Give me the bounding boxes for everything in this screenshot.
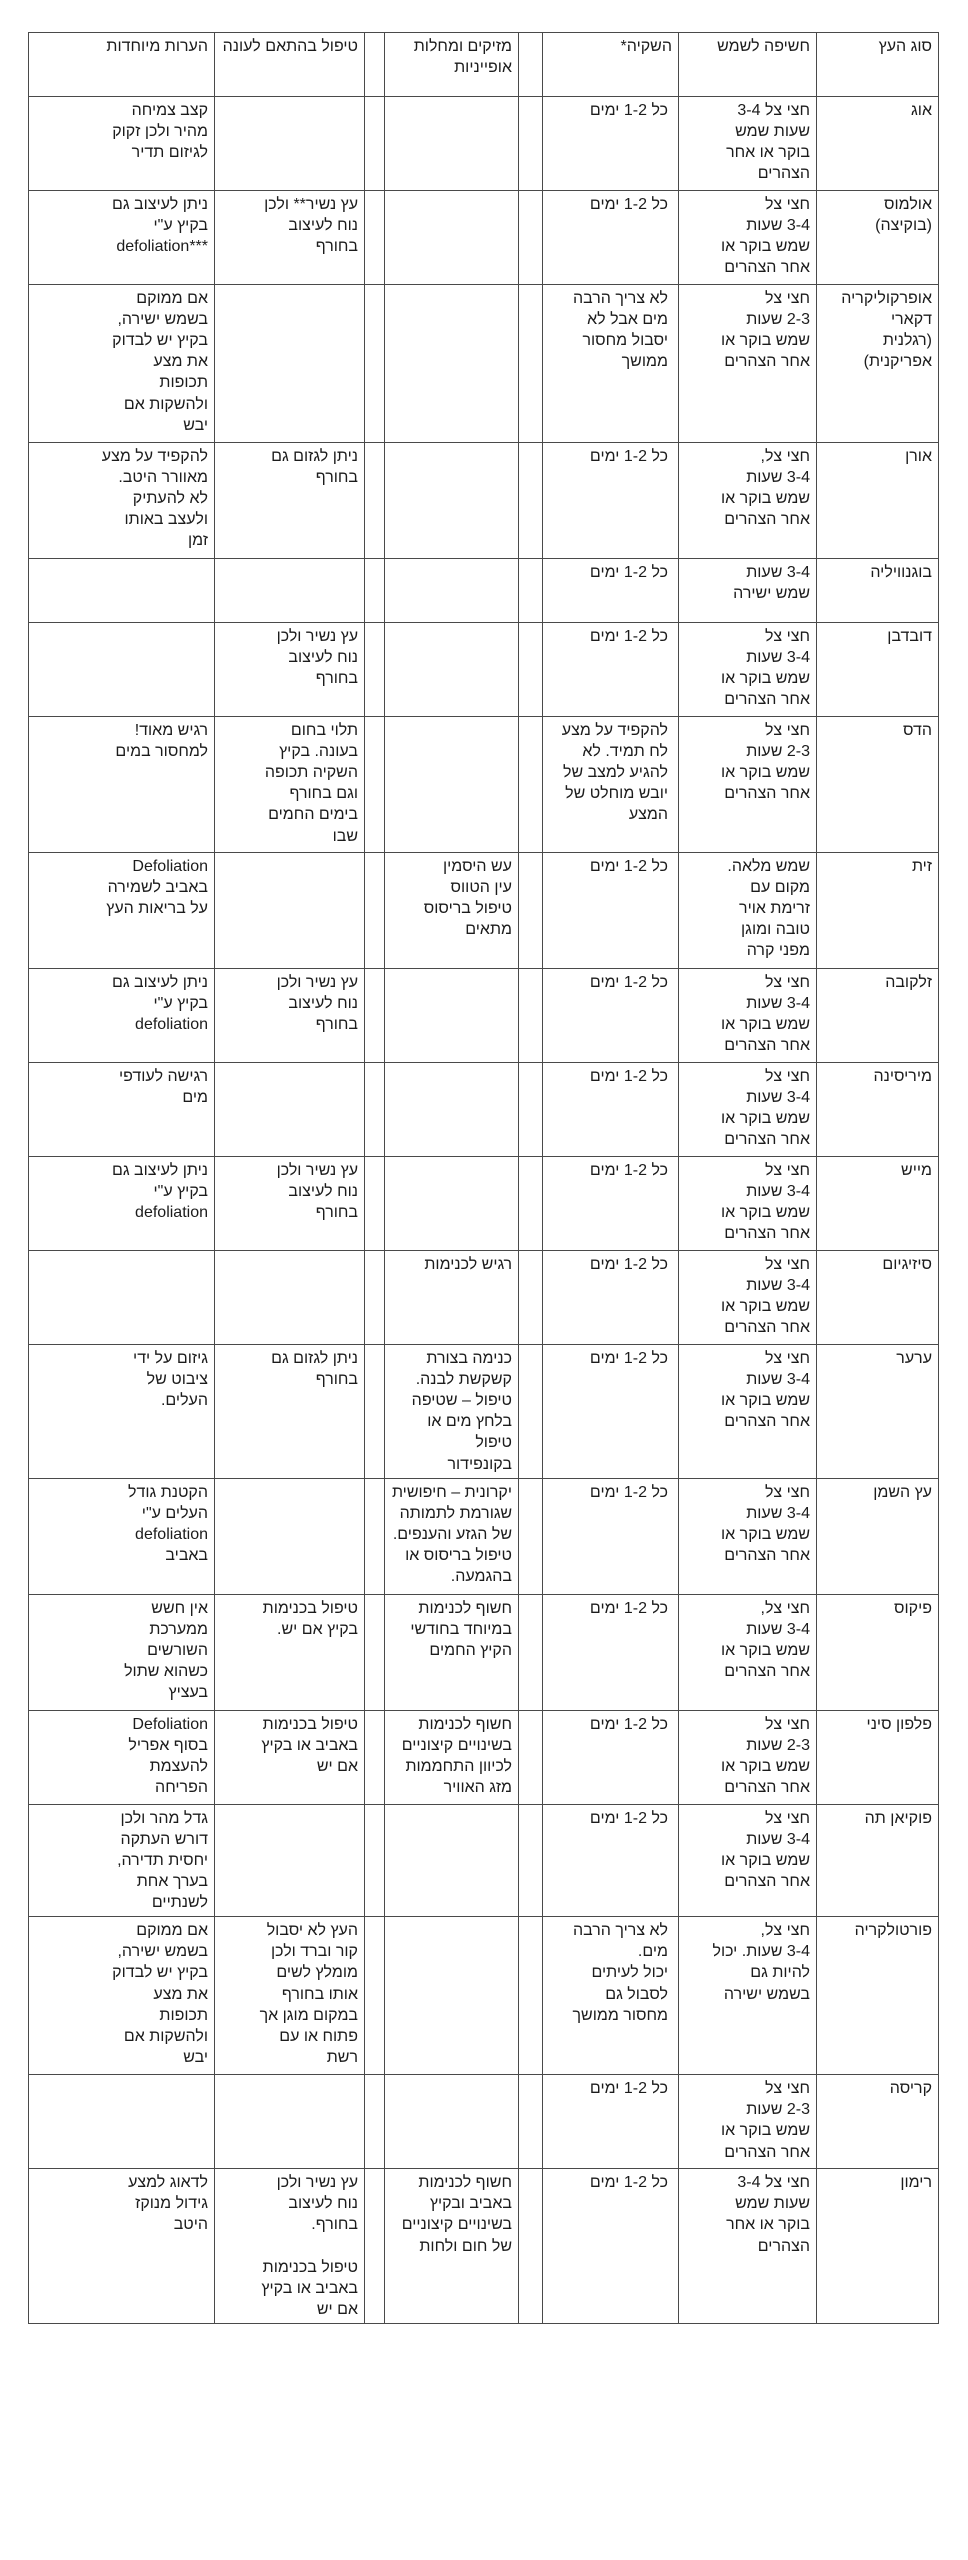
watering-cell: כל 1-2 ימים <box>543 1345 679 1479</box>
notes-cell: רגישה לעודפי מים <box>29 1063 215 1157</box>
seasonal-care-cell <box>215 1804 365 1917</box>
spacer-cell <box>365 1710 385 1804</box>
spacer-cell <box>365 559 385 623</box>
table-row <box>29 1917 939 2075</box>
table-row <box>29 1478 939 1594</box>
spacer-cell <box>365 2075 385 2169</box>
spacer-cell <box>365 969 385 1063</box>
bonsai-care-table <box>28 32 939 2324</box>
seasonal-care-cell: עץ נשיר** ולכן נוח לעיצוב בחורף <box>215 191 365 285</box>
pests-cell <box>385 285 519 443</box>
watering-cell: כל 1-2 ימים <box>543 2169 679 2324</box>
pests-cell: כנימה בצורת קשקשת לבנה. טיפול – שטיפה בלחץ מים או טיפול בקונפידור <box>385 1345 519 1479</box>
notes-cell: לדאוג למצע גידול מנוקז היטב <box>29 2169 215 2324</box>
header-seasonal-care: טיפול בהתאם לעונה <box>215 33 365 97</box>
notes-cell: אם ממוקם בשמש ישירה, בקיץ יש לבדוק את מצע תכופות ולהשקות אם יבש <box>29 285 215 443</box>
spacer-cell <box>365 1478 385 1594</box>
pests-cell <box>385 1804 519 1917</box>
tree-name-cell: פוקיאן תה <box>817 1804 939 1917</box>
sun-exposure-cell: חצי צל, 3-4 שעות שמש בוקר או אחר הצהרים <box>679 443 817 559</box>
notes-cell <box>29 559 215 623</box>
spacer-cell <box>365 1063 385 1157</box>
table-row <box>29 1063 939 1157</box>
tree-name-cell: ערער <box>817 1345 939 1479</box>
spacer-cell <box>365 2169 385 2324</box>
tree-name-cell: בוגנוויליה <box>817 559 939 623</box>
spacer-cell <box>365 285 385 443</box>
watering-cell: כל 1-2 ימים <box>543 97 679 191</box>
spacer-cell <box>365 1157 385 1251</box>
seasonal-care-cell: תלוי בחום בעונה. בקיץ השקיה תכופה וגם בחורף בימים החמים שבו <box>215 717 365 853</box>
table-header-row <box>29 33 939 97</box>
table-row <box>29 285 939 443</box>
table-row <box>29 2169 939 2324</box>
watering-cell: כל 1-2 ימים <box>543 1478 679 1594</box>
watering-cell: כל 1-2 ימים <box>543 1804 679 1917</box>
watering-cell: לא צריך הרבה מים אבל לא יסבול מחסור ממושך <box>543 285 679 443</box>
spacer-cell <box>519 853 543 969</box>
sun-exposure-cell: חצי צל 3-4 שעות שמש בוקר או אחר הצהרים <box>679 97 817 191</box>
sun-exposure-cell: חצי צל, 3-4 שעות שמש בוקר או אחר הצהרים <box>679 1594 817 1710</box>
seasonal-care-cell <box>215 285 365 443</box>
table-row <box>29 1804 939 1917</box>
seasonal-care-cell: עץ נשיר ולכן נוח לעיצוב בחורף <box>215 969 365 1063</box>
seasonal-care-cell: עץ נשיר ולכן נוח לעיצוב בחורף. טיפול בכנימות באביב או בקיץ אם יש <box>215 2169 365 2324</box>
pests-cell: חשוף לכנימות בשינויים קיצוניים לכיוון התחממות מזג האוויר <box>385 1710 519 1804</box>
tree-name-cell: אולמוס (בוקיצה) <box>817 191 939 285</box>
seasonal-care-cell: העץ לא יסבול קור וברד ולכן מומלץ לשים אותו בחורף במקום מוגן אך פתוח או עם רשת <box>215 1917 365 2075</box>
sun-exposure-cell: חצי צל 3-4 שעות שמש בוקר או אחר הצהרים <box>679 1478 817 1594</box>
watering-cell: לא צריך הרבה מים. יכול לעיתים לסבול גם מחסור ממושך <box>543 1917 679 2075</box>
tree-name-cell: דובדבן <box>817 623 939 717</box>
pests-cell <box>385 443 519 559</box>
seasonal-care-cell: ניתן לגזום גם בחורף <box>215 443 365 559</box>
tree-name-cell: זית <box>817 853 939 969</box>
pests-cell <box>385 969 519 1063</box>
notes-cell: רגיש מאוד! למחסור במים <box>29 717 215 853</box>
table-row <box>29 1594 939 1710</box>
tree-name-cell: אורן <box>817 443 939 559</box>
seasonal-care-cell: ניתן לגזום גם בחורף <box>215 1345 365 1479</box>
pests-cell <box>385 97 519 191</box>
notes-cell: ניתן לעיצוב גם בקיץ ע"י ***defoliation <box>29 191 215 285</box>
spacer-cell <box>519 1251 543 1345</box>
spacer-cell <box>519 1594 543 1710</box>
table-row <box>29 1157 939 1251</box>
tree-name-cell: מיריסינה <box>817 1063 939 1157</box>
sun-exposure-cell: חצי צל 2-3 שעות שמש בוקר או אחר הצהרים <box>679 285 817 443</box>
spacer-cell <box>365 191 385 285</box>
notes-cell: Defoliation בסוף אפריל להעצמת הפריחה <box>29 1710 215 1804</box>
spacer-cell <box>365 1345 385 1479</box>
pests-cell: חשוף לכנימות באביב ובקיץ בשינויים קיצוניים של חום ולחות <box>385 2169 519 2324</box>
notes-cell: ניתן לעיצוב גם בקיץ ע"י defoliation <box>29 969 215 1063</box>
sun-exposure-cell: חצי צל 2-3 שעות שמש בוקר או אחר הצהרים <box>679 717 817 853</box>
spacer-cell <box>519 559 543 623</box>
watering-cell: כל 1-2 ימים <box>543 1251 679 1345</box>
header-watering: השקיה* <box>543 33 679 97</box>
spacer-cell <box>365 853 385 969</box>
spacer-cell <box>365 443 385 559</box>
spacer-cell <box>519 443 543 559</box>
header-spacer <box>519 33 543 97</box>
pests-cell <box>385 717 519 853</box>
header-pests-diseases: מזיקים ומחלות אופייניות <box>385 33 519 97</box>
pests-cell <box>385 191 519 285</box>
spacer-cell <box>365 1251 385 1345</box>
seasonal-care-cell <box>215 1063 365 1157</box>
table-row <box>29 1710 939 1804</box>
pests-cell: עש היסמין עין הטווס טיפול בריסוס מתאים <box>385 853 519 969</box>
pests-cell: רגיש לכנימות <box>385 1251 519 1345</box>
notes-cell: אם ממוקם בשמש ישירה, בקיץ יש לבדוק את מצע תכופות ולהשקות אם יבש <box>29 1917 215 2075</box>
pests-cell <box>385 1063 519 1157</box>
spacer-cell <box>519 717 543 853</box>
spacer-cell <box>519 285 543 443</box>
spacer-cell <box>365 623 385 717</box>
watering-cell: כל 1-2 ימים <box>543 1063 679 1157</box>
seasonal-care-cell <box>215 2075 365 2169</box>
header-sun-exposure: חשיפה לשמש <box>679 33 817 97</box>
tree-name-cell: רימון <box>817 2169 939 2324</box>
tree-name-cell: פלפון סיני <box>817 1710 939 1804</box>
notes-cell: אין חשש ממערכת השורשים כשהוא שתול בעציץ <box>29 1594 215 1710</box>
table-row <box>29 559 939 623</box>
table-row <box>29 2075 939 2169</box>
seasonal-care-cell <box>215 97 365 191</box>
spacer-cell <box>365 1804 385 1917</box>
sun-exposure-cell: חצי צל 3-4 שעות שמש בוקר או אחר הצהרים <box>679 1345 817 1479</box>
seasonal-care-cell <box>215 853 365 969</box>
tree-name-cell: סיזיגיום <box>817 1251 939 1345</box>
tree-name-cell: עץ השמן <box>817 1478 939 1594</box>
spacer-cell <box>519 2169 543 2324</box>
pests-cell <box>385 1157 519 1251</box>
table-row <box>29 717 939 853</box>
watering-cell: כל 1-2 ימים <box>543 1157 679 1251</box>
spacer-cell <box>519 2075 543 2169</box>
pests-cell <box>385 623 519 717</box>
watering-cell: כל 1-2 ימים <box>543 2075 679 2169</box>
spacer-cell <box>519 969 543 1063</box>
watering-cell: כל 1-2 ימים <box>543 1710 679 1804</box>
sun-exposure-cell: חצי צל 3-4 שעות שמש בוקר או אחר הצהרים <box>679 1251 817 1345</box>
table-row <box>29 853 939 969</box>
notes-cell <box>29 1251 215 1345</box>
spacer-cell <box>519 1063 543 1157</box>
tree-name-cell: זלקובה <box>817 969 939 1063</box>
sun-exposure-cell: חצי צל 2-3 שעות שמש בוקר או אחר הצהרים <box>679 2075 817 2169</box>
sun-exposure-cell: חצי צל, 3-4 שעות. יכול להיות גם בשמש ישירה <box>679 1917 817 2075</box>
header-spacer <box>365 33 385 97</box>
notes-cell <box>29 2075 215 2169</box>
header-tree-type: סוג העץ <box>817 33 939 97</box>
spacer-cell <box>365 1917 385 2075</box>
sun-exposure-cell: חצי צל 3-4 שעות שמש בוקר או אחר הצהרים <box>679 2169 817 2324</box>
sun-exposure-cell: חצי צל 3-4 שעות שמש בוקר או אחר הצהרים <box>679 1804 817 1917</box>
table-row <box>29 969 939 1063</box>
table-row <box>29 1251 939 1345</box>
table-row <box>29 97 939 191</box>
spacer-cell <box>519 97 543 191</box>
pests-cell <box>385 2075 519 2169</box>
tree-name-cell: פיקוס <box>817 1594 939 1710</box>
watering-cell: כל 1-2 ימים <box>543 191 679 285</box>
header-special-notes: הערות מיוחדות <box>29 33 215 97</box>
seasonal-care-cell: עץ נשיר ולכן נוח לעיצוב בחורף <box>215 623 365 717</box>
notes-cell: קצב צמיחה מהיר ולכן זקוק לגיזום תדיר <box>29 97 215 191</box>
sun-exposure-cell: 3-4 שעות שמש ישירה <box>679 559 817 623</box>
notes-cell: הקטנת גודל העלים ע"י defoliation באביב <box>29 1478 215 1594</box>
sun-exposure-cell: חצי צל 3-4 שעות שמש בוקר או אחר הצהרים <box>679 969 817 1063</box>
spacer-cell <box>519 1345 543 1479</box>
notes-cell: Defoliation באביב לשמירה על בריאות העץ <box>29 853 215 969</box>
table-row <box>29 191 939 285</box>
spacer-cell <box>519 1917 543 2075</box>
tree-name-cell: אוג <box>817 97 939 191</box>
seasonal-care-cell <box>215 1478 365 1594</box>
pests-cell: חשוף לכנימות במיוחד בחודשי הקיץ החמים <box>385 1594 519 1710</box>
tree-name-cell: קריסה <box>817 2075 939 2169</box>
notes-cell <box>29 623 215 717</box>
tree-name-cell: הדס <box>817 717 939 853</box>
pests-cell <box>385 559 519 623</box>
spacer-cell <box>519 191 543 285</box>
spacer-cell <box>365 97 385 191</box>
sun-exposure-cell: חצי צל 2-3 שעות שמש בוקר או אחר הצהרים <box>679 1710 817 1804</box>
spacer-cell <box>519 623 543 717</box>
watering-cell: כל 1-2 ימים <box>543 853 679 969</box>
tree-name-cell: אופרקוליקריה דקארי (רגלנית אפריקנית) <box>817 285 939 443</box>
table-row <box>29 623 939 717</box>
tree-name-cell: פורטולקריה <box>817 1917 939 2075</box>
sun-exposure-cell: חצי צל 3-4 שעות שמש בוקר או אחר הצהרים <box>679 1063 817 1157</box>
notes-cell: גדל מהר ולכן דורש העתקה יחסית תדירה, בערך אחת לשנתיים <box>29 1804 215 1917</box>
sun-exposure-cell: חצי צל 3-4 שעות שמש בוקר או אחר הצהרים <box>679 1157 817 1251</box>
watering-cell: כל 1-2 ימים <box>543 559 679 623</box>
table-row <box>29 443 939 559</box>
sun-exposure-cell: חצי צל 3-4 שעות שמש בוקר או אחר הצהרים <box>679 623 817 717</box>
spacer-cell <box>519 1478 543 1594</box>
watering-cell: כל 1-2 ימים <box>543 443 679 559</box>
notes-cell: ניתן לעיצוב גם בקיץ ע"י defoliation <box>29 1157 215 1251</box>
sun-exposure-cell: חצי צל 3-4 שעות שמש בוקר או אחר הצהרים <box>679 191 817 285</box>
seasonal-care-cell: טיפול בכנימות באביב או בקיץ אם יש <box>215 1710 365 1804</box>
spacer-cell <box>519 1157 543 1251</box>
sun-exposure-cell: שמש מלאה. מקום עם זרימת אויר טובה ומוגן מפני קרה <box>679 853 817 969</box>
watering-cell: כל 1-2 ימים <box>543 969 679 1063</box>
watering-cell: כל 1-2 ימים <box>543 1594 679 1710</box>
spacer-cell <box>365 717 385 853</box>
spacer-cell <box>519 1804 543 1917</box>
tree-care-table-wrapper <box>28 32 938 2324</box>
pests-cell <box>385 1917 519 2075</box>
seasonal-care-cell: עץ נשיר ולכן נוח לעיצוב בחורף <box>215 1157 365 1251</box>
seasonal-care-cell <box>215 1251 365 1345</box>
table-row <box>29 1345 939 1479</box>
notes-cell: גיזום על ידי ציבוט של העלים. <box>29 1345 215 1479</box>
seasonal-care-cell <box>215 559 365 623</box>
spacer-cell <box>365 1594 385 1710</box>
pests-cell: יקרונית – חיפושית שגורמת לתמותה של הגזע והענפים. טיפול בריסוס או בהגמעה. <box>385 1478 519 1594</box>
seasonal-care-cell: טיפול בכנימות בקיץ אם יש. <box>215 1594 365 1710</box>
spacer-cell <box>519 1710 543 1804</box>
watering-cell: להקפיד על מצע לח תמיד. לא להגיע למצב של יובש מוחלט של המצע <box>543 717 679 853</box>
watering-cell: כל 1-2 ימים <box>543 623 679 717</box>
notes-cell: להקפיד על מצע מאוורר היטב. לא להעתיק ולעצב באותו זמן <box>29 443 215 559</box>
tree-name-cell: מייש <box>817 1157 939 1251</box>
